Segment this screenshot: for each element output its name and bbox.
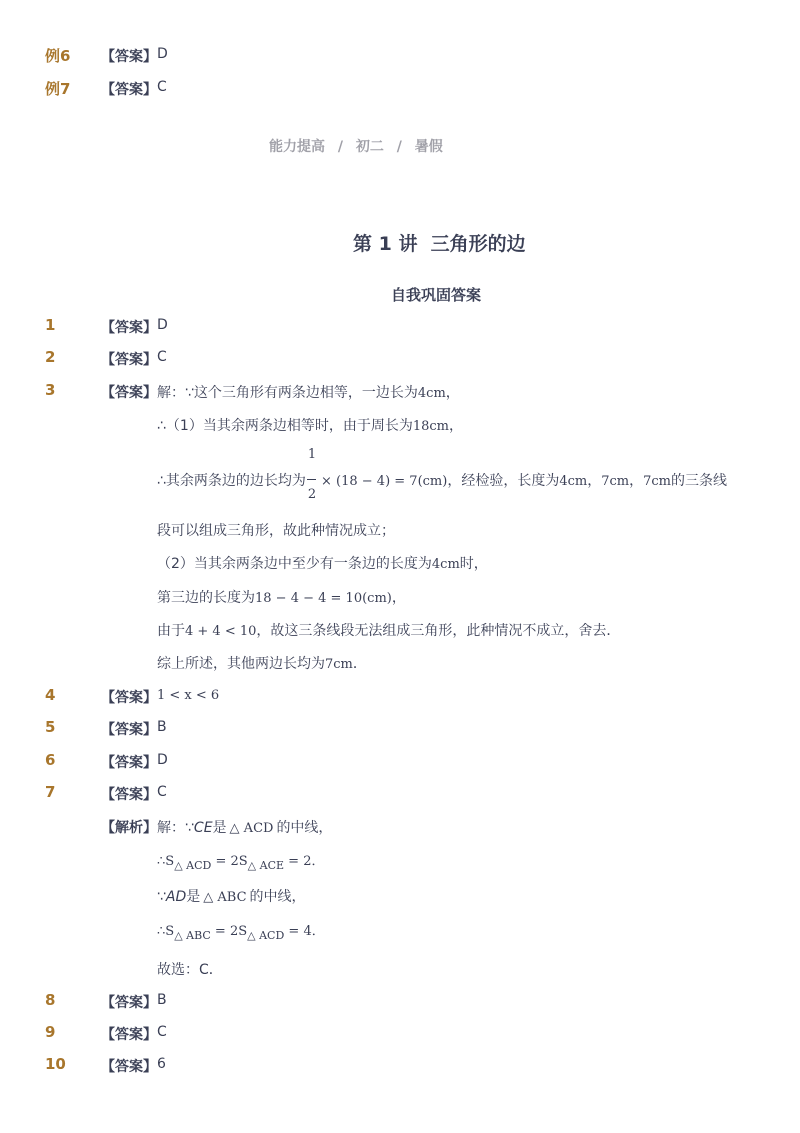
math-expression: = 2S xyxy=(210,924,248,939)
answer-value: C xyxy=(157,349,167,365)
answer-value: D xyxy=(157,46,168,62)
answer-tag: 【答案】 xyxy=(101,755,157,771)
analysis-line xyxy=(157,886,306,906)
solution-line xyxy=(157,520,395,540)
solution-text: ， xyxy=(448,418,463,434)
analysis-text: 是 xyxy=(212,820,227,836)
answer-tag: 【答案】 xyxy=(101,722,157,738)
solution-text: （2）当其余两条边中至少有一条边的长度为 xyxy=(157,556,432,572)
question-number: 9 xyxy=(45,1023,56,1041)
breadcrumb xyxy=(269,136,443,156)
math-expression: △ ABC xyxy=(203,890,247,905)
analysis-line xyxy=(157,959,223,979)
answer-tag: 【答案】 xyxy=(101,320,157,336)
fraction-numerator: 1 xyxy=(307,447,317,462)
solution-line xyxy=(157,587,406,607)
math-expression: △ ACD xyxy=(229,821,274,836)
math-subscript: △ ACE xyxy=(247,858,285,872)
answer-value: B xyxy=(157,719,167,735)
solution-text: 的三条线 xyxy=(671,473,727,489)
analysis-line xyxy=(157,817,332,837)
solution-line xyxy=(157,470,306,490)
solution-line xyxy=(157,382,460,402)
solution-text: ， xyxy=(587,473,602,489)
math-expression: 18 − 4 − 4 = 10(cm) xyxy=(255,591,392,606)
analysis-text: 的中线， xyxy=(276,820,333,836)
breadcrumb-level: 能力提高 xyxy=(269,139,325,155)
math-expression: × (18 − 4) = 7(cm) xyxy=(321,474,448,489)
page-title: 第 1 讲 三角形的边 xyxy=(353,233,526,255)
math-variable: AD xyxy=(165,889,187,905)
fraction-bar xyxy=(307,479,316,480)
solution-line-continued xyxy=(321,470,727,490)
answer-tag: 【答案】 xyxy=(101,385,157,401)
question-number: 10 xyxy=(45,1055,66,1073)
question-number: 8 xyxy=(45,991,56,1009)
answer-tag: 【答案】 xyxy=(101,690,157,706)
solution-line xyxy=(157,620,620,640)
example-7-number: 例7 xyxy=(45,80,71,98)
analysis-text: 是 xyxy=(186,889,201,905)
math-value: 7cm xyxy=(601,474,630,489)
math-expression: 4 + 4 < 10 xyxy=(185,624,257,639)
fraction-denominator: 2 xyxy=(307,487,317,502)
question-number: 6 xyxy=(45,751,56,769)
question-number: 1 xyxy=(45,316,56,334)
answer-tag: 【答案】 xyxy=(101,995,157,1011)
analysis-line xyxy=(157,850,324,872)
answer-value: 6 xyxy=(157,1056,166,1072)
answer-tag: 【答案】 xyxy=(101,352,157,368)
answer-tag: 【答案】 xyxy=(101,1059,157,1075)
question-number: 5 xyxy=(45,718,56,736)
answer-value: C xyxy=(157,79,167,95)
question-number: 7 xyxy=(45,783,56,801)
analysis-text: ∵ xyxy=(157,889,166,905)
answer-value: C xyxy=(157,784,167,800)
solution-text: 段可以组成三角形，故此种情况成立； xyxy=(157,523,395,539)
solution-text: ， xyxy=(391,590,406,606)
answer-tag: 【答案】 xyxy=(101,787,157,803)
math-value: 4cm xyxy=(431,557,460,572)
math-value: 18cm xyxy=(412,419,449,434)
breadcrumb-grade: 初二 xyxy=(355,139,384,155)
breadcrumb-separator: / xyxy=(396,139,402,155)
solution-text: 解：∵这个三角形有两条边相等，一边长为 xyxy=(157,385,418,401)
example-6-number: 例6 xyxy=(45,47,71,65)
solution-text: 综上所述，其他两边长均为 xyxy=(157,656,325,672)
answer-value: B xyxy=(157,992,167,1008)
solution-text: ，故这三条线段无法组成三角形，此种情况不成立，舍去． xyxy=(256,623,621,639)
answer-value: D xyxy=(157,317,168,333)
question-number: 2 xyxy=(45,348,56,366)
math-variable: CE xyxy=(193,820,213,836)
analysis-tag: 【解析】 xyxy=(101,820,157,836)
solution-text: ∴（1）当其余两条边相等时，由于周长为 xyxy=(157,418,413,434)
math-subscript: △ ACD xyxy=(247,928,285,942)
answer-value: 1 < x < 6 xyxy=(157,688,220,703)
math-expression: = 2S xyxy=(211,854,248,869)
answer-tag: 【答案】 xyxy=(101,82,157,98)
answer-value: C xyxy=(157,1024,167,1040)
math-expression: ∴S xyxy=(157,924,175,939)
analysis-text: 故选：C． xyxy=(157,962,223,978)
answer-tag: 【答案】 xyxy=(101,49,157,65)
solution-text: ∴其余两条边的边长均为 xyxy=(157,473,306,489)
math-subscript: △ ABC xyxy=(174,928,211,942)
question-number: 4 xyxy=(45,686,56,704)
math-value: 4cm xyxy=(417,386,446,401)
solution-text: 由于 xyxy=(157,623,185,639)
math-expression: ∴S xyxy=(157,854,175,869)
solution-line xyxy=(157,553,488,573)
solution-line xyxy=(157,415,463,435)
answer-value: D xyxy=(157,752,168,768)
solution-text: 时， xyxy=(459,556,488,572)
solution-line xyxy=(157,653,367,673)
breadcrumb-term: 暑假 xyxy=(414,139,443,155)
math-subscript: △ ACD xyxy=(174,858,212,872)
math-value: 7cm xyxy=(325,657,353,672)
math-expression: = 2． xyxy=(284,854,325,869)
question-number: 3 xyxy=(45,381,56,399)
breadcrumb-separator: / xyxy=(337,139,343,155)
analysis-text: 解：∵ xyxy=(157,820,194,836)
math-value: 7cm xyxy=(643,474,671,489)
math-expression: = 4． xyxy=(284,924,325,939)
analysis-line xyxy=(157,920,325,942)
section-subtitle: 自我巩固答案 xyxy=(391,286,482,304)
solution-text: ，经检验，长度为 xyxy=(447,473,560,489)
math-value: 4cm xyxy=(559,474,588,489)
solution-text: 第三边的长度为 xyxy=(157,590,255,606)
solution-text: ， xyxy=(445,385,460,401)
analysis-text: 的中线， xyxy=(249,889,306,905)
solution-text: ． xyxy=(352,656,367,672)
answer-tag: 【答案】 xyxy=(101,1027,157,1043)
solution-text: ， xyxy=(629,473,644,489)
